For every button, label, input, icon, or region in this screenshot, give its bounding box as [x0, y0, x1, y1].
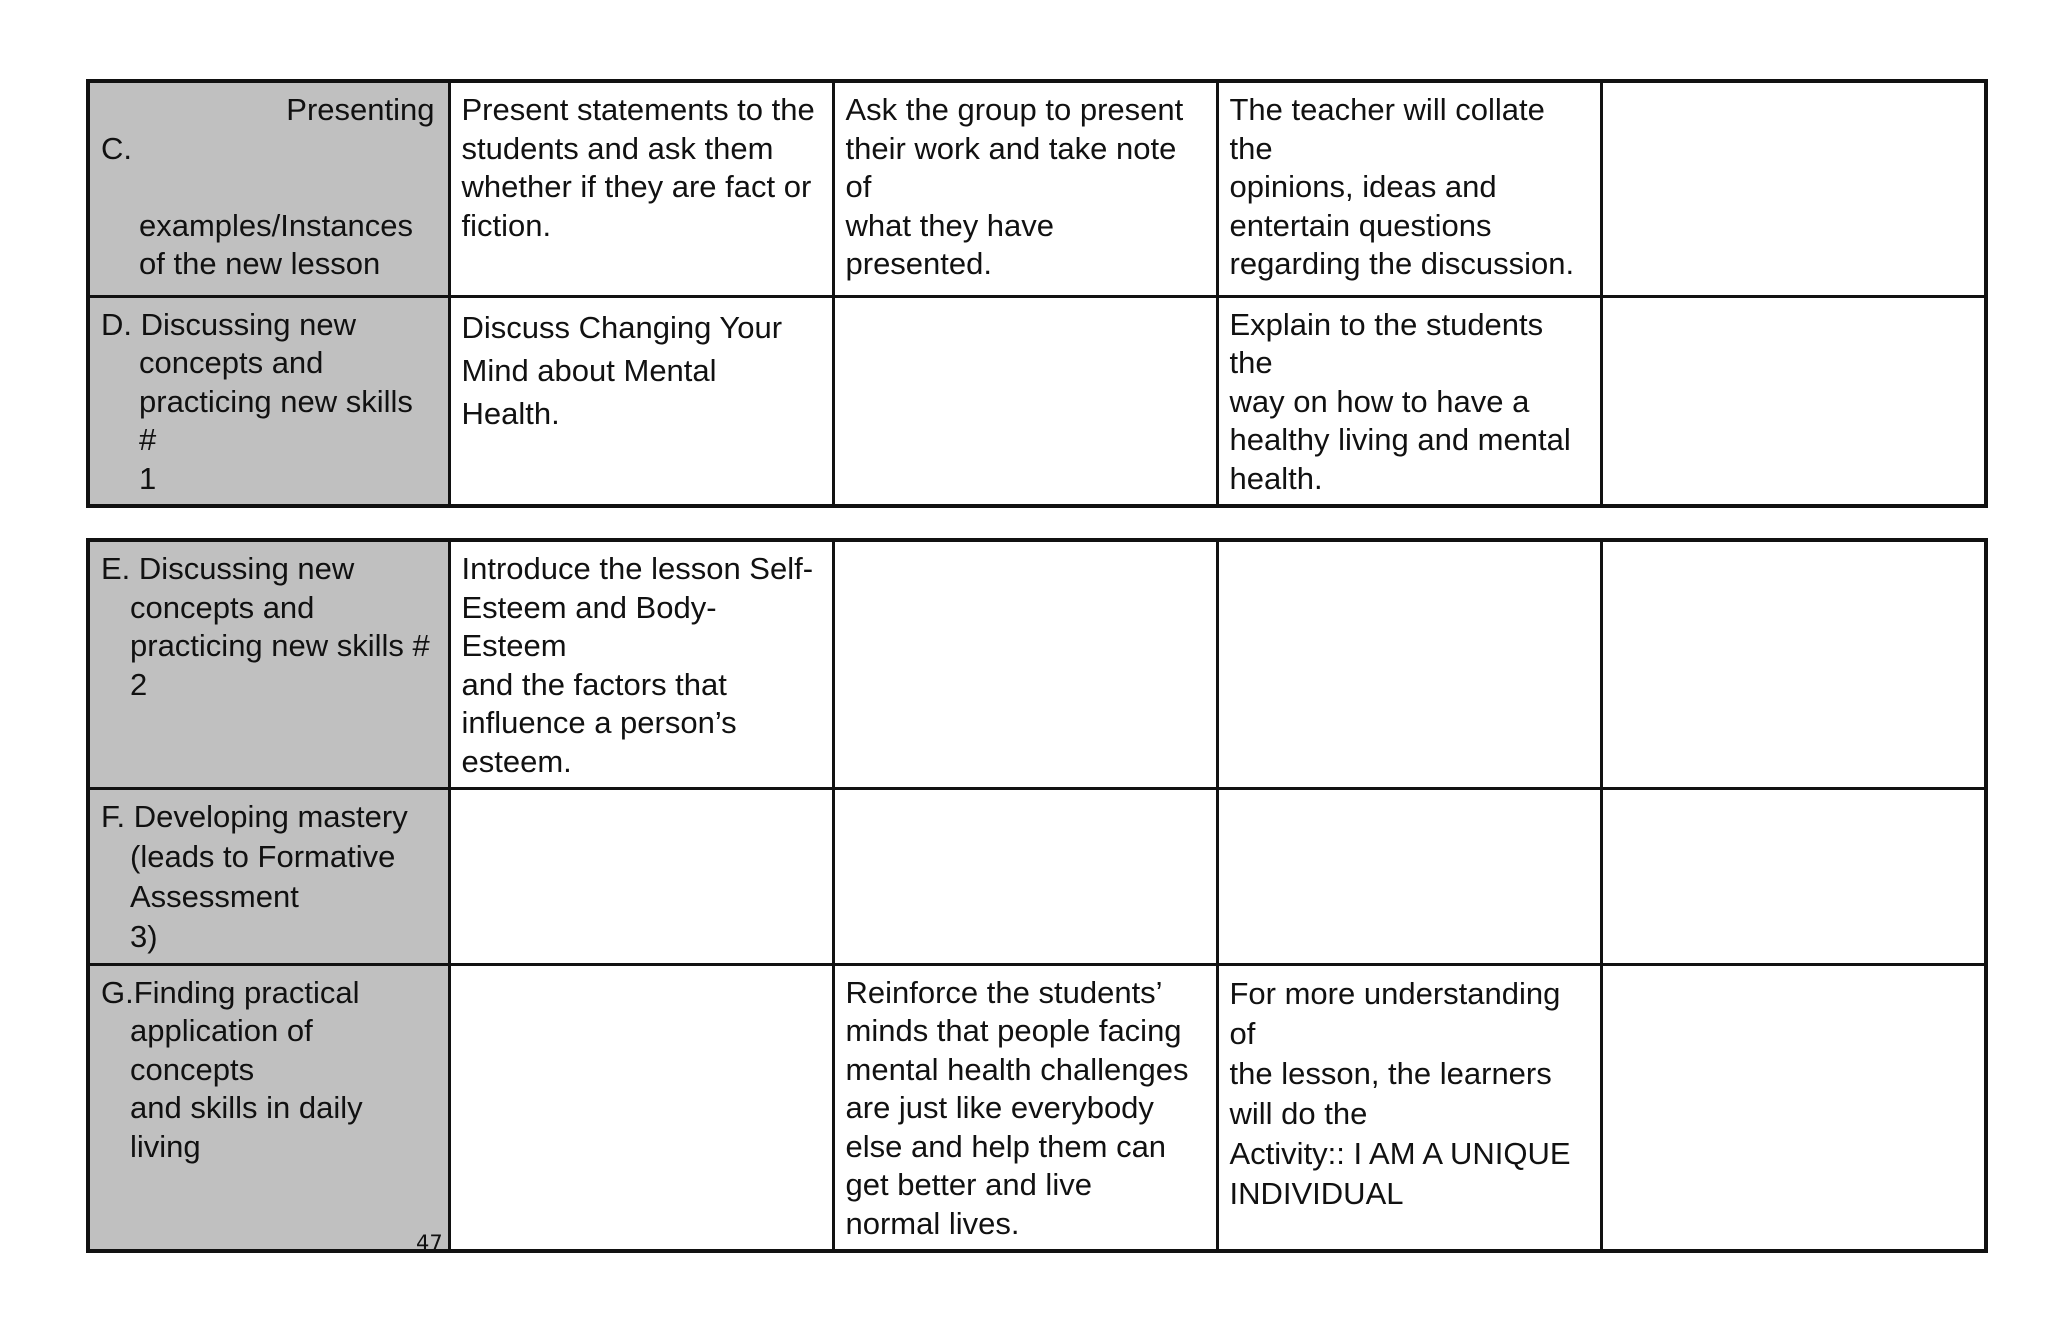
row-label-head: Discussing new [140, 306, 356, 342]
row-label-letter: D. [101, 306, 132, 342]
table-row [88, 964, 1986, 1251]
lesson-table-2 [86, 538, 1988, 1253]
page-number: 47 [416, 1231, 443, 1255]
table-cell [449, 81, 833, 296]
table-cell [1217, 81, 1601, 296]
row-label-e [88, 540, 449, 789]
table-cell [449, 964, 833, 1251]
table-cell [1601, 789, 1986, 965]
lesson-table-1 [86, 79, 1988, 508]
table-cell [1601, 540, 1986, 789]
table-row [88, 789, 1986, 965]
table-cell [1217, 964, 1601, 1251]
row-label-rest: application of concepts and skills in daily living [130, 1013, 363, 1164]
cell-text: For more understanding of the lesson, the learners will do the Activity:: I AM A UNIQUE INDIVIDUAL [1229, 975, 1571, 1211]
table-cell [833, 540, 1217, 789]
row-label-rest: (leads to Formative Assessment 3) [130, 838, 396, 954]
row-label-rest: examples/Instances of the new lesson [139, 207, 413, 281]
row-label-rest: concepts and practicing new skills # 1 [139, 345, 413, 496]
cell-text: Introduce the lesson Self- Esteem and Body-Esteem and the factors that influence a person’s esteem. [461, 551, 814, 779]
row-label-head: Presenting [286, 92, 435, 127]
cell-text: Explain to the students the way on how to have a healthy living and mental health. [1229, 306, 1571, 496]
table-cell [1217, 540, 1601, 789]
table-cell [1601, 81, 1986, 296]
row-label-g [88, 964, 449, 1251]
row-label-letter: C. [101, 130, 132, 166]
table-cell [1217, 789, 1601, 965]
table-cell [833, 296, 1217, 506]
cell-text: Present statements to the students and ask them whether if they are fact or fiction. [461, 92, 815, 243]
row-label-f [88, 789, 449, 965]
table-row [88, 540, 1986, 789]
table-cell [1601, 964, 1986, 1251]
table-cell [1217, 296, 1601, 506]
row-label-head: Developing mastery [133, 799, 408, 834]
table-cell [449, 296, 833, 506]
table-cell [833, 789, 1217, 965]
row-label-d [88, 296, 449, 506]
row-label-letter: E. [101, 551, 131, 586]
row-label-letter: G. [101, 974, 134, 1010]
table-cell [449, 789, 833, 965]
table-row [88, 81, 1986, 296]
cell-text: Discuss Changing Your Mind about Mental Health. [461, 309, 783, 431]
table-cell [833, 81, 1217, 296]
cell-text: Ask the group to present their work and take note of what they have presented. [845, 92, 1184, 281]
table-cell [833, 964, 1217, 1251]
row-label-c [88, 81, 449, 296]
table-cell [449, 540, 833, 789]
row-label-letter: F. [101, 799, 126, 834]
table-row [88, 296, 1986, 506]
row-label-head: Finding practical [133, 974, 360, 1010]
row-label-c-heading [101, 91, 437, 207]
cell-text: The teacher will collate the opinions, ideas and entertain questions regarding the discussion. [1229, 92, 1575, 281]
row-label-rest: concepts and practicing new skills # 2 [130, 589, 430, 702]
row-label-g-heading [101, 975, 359, 1010]
table-cell [1601, 296, 1986, 506]
cell-text: Reinforce the students’ minds that people facing mental health challenges are just like everybody else and help them can get better and live normal lives. [845, 974, 1189, 1241]
row-label-head: Discussing new [138, 551, 355, 586]
